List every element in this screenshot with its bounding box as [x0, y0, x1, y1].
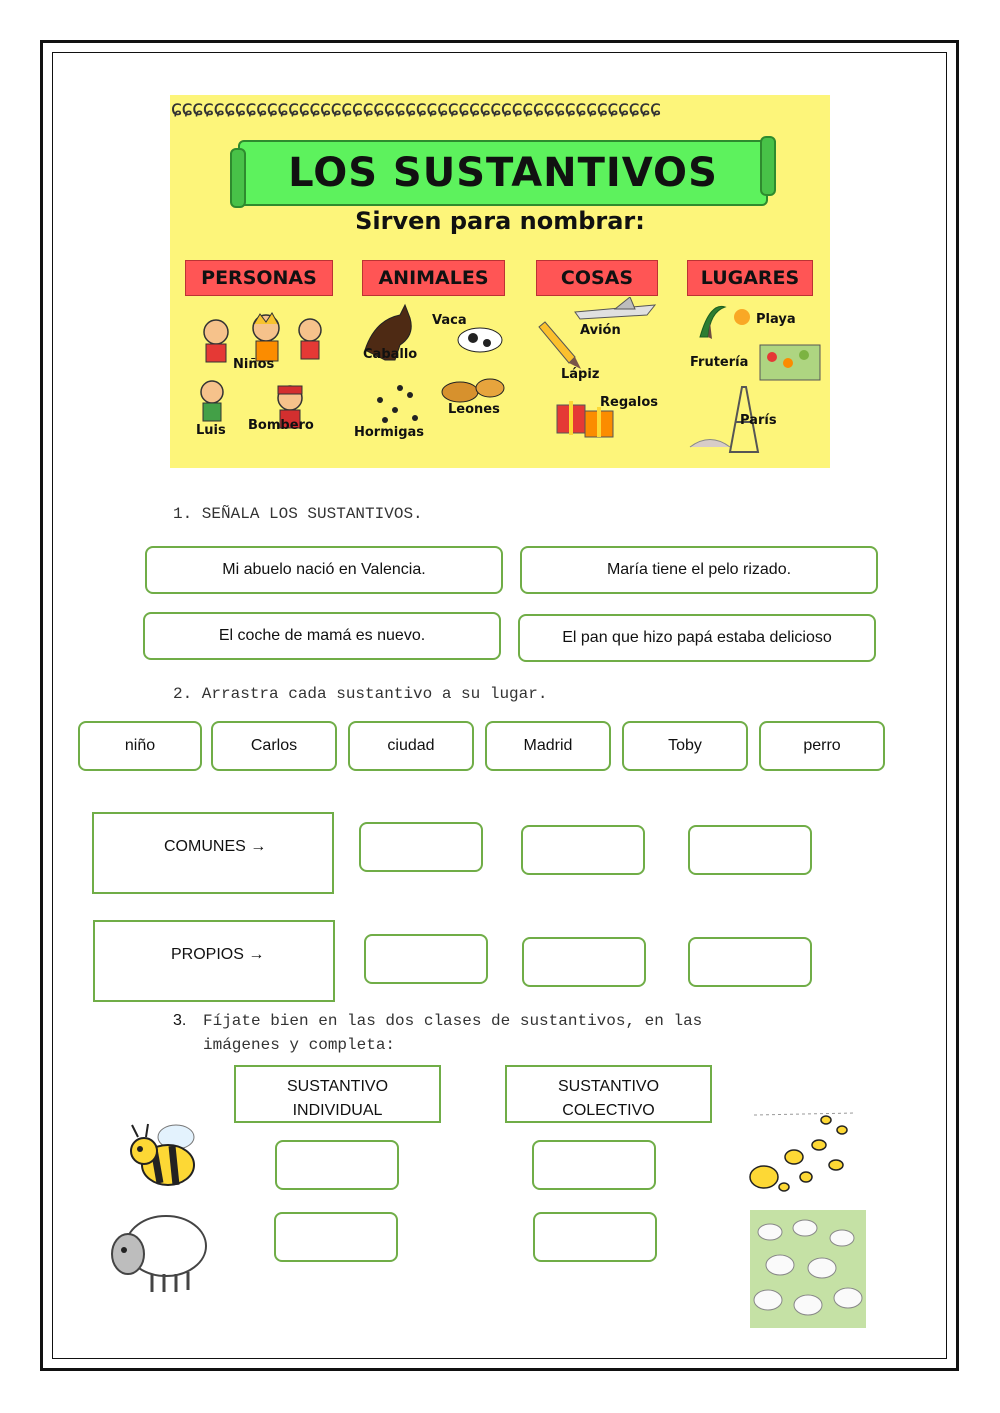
sentence-box-2[interactable]: María tiene el pelo rizado. — [520, 546, 878, 594]
individual-header-line1: SUSTANTIVO — [286, 1078, 389, 1095]
sheep-icon — [106, 1208, 210, 1296]
category-animales: ANIMALES — [362, 260, 505, 296]
comunes-label-box — [92, 812, 334, 894]
comunes-drop-1[interactable] — [359, 822, 483, 872]
individual-header — [234, 1065, 441, 1123]
section1-prompt: 1. SEÑALA LOS SUSTANTIVOS. — [173, 505, 423, 523]
label-regalos: Regalos — [600, 395, 659, 410]
poster-title: LOS SUSTANTIVOS — [238, 140, 768, 206]
label-bombero: Bombero — [248, 418, 314, 433]
section2-prompt: 2. Arrastra cada sustantivo a su lugar. — [173, 685, 548, 703]
word-chip-carlos[interactable]: Carlos — [211, 721, 337, 771]
comunes-drop-2[interactable] — [521, 825, 645, 875]
comunes-drop-3[interactable] — [688, 825, 812, 875]
colectivo-header-line1: SUSTANTIVO — [557, 1078, 660, 1095]
label-lapiz: Lápiz — [561, 367, 600, 382]
sustantivos-poster — [170, 95, 830, 468]
sentence-box-3[interactable]: El coche de mamá es nuevo. — [143, 612, 501, 660]
label-avion: Avión — [580, 323, 621, 338]
word-chip-ciudad[interactable]: ciudad — [348, 721, 474, 771]
section3-number: 3. — [173, 1012, 187, 1029]
category-personas: PERSONAS — [185, 260, 333, 296]
label-caballo: Caballo — [363, 347, 418, 362]
individual-drop-bee[interactable] — [275, 1140, 399, 1190]
label-ninos: Niños — [233, 357, 275, 372]
word-chip-toby[interactable]: Toby — [622, 721, 748, 771]
propios-drop-3[interactable] — [688, 937, 812, 987]
comunes-label: COMUNES → — [164, 838, 267, 855]
sentence-box-1[interactable]: Mi abuelo nació en Valencia. — [145, 546, 503, 594]
label-hormigas: Hormigas — [354, 425, 425, 440]
word-chip-madrid[interactable]: Madrid — [485, 721, 611, 771]
category-cosas: COSAS — [536, 260, 658, 296]
propios-drop-2[interactable] — [522, 937, 646, 987]
bee-icon — [118, 1115, 208, 1200]
section3-prompt-line1: Fíjate bien en las dos clases de sustantivos, en las — [203, 1012, 703, 1030]
individual-header-line2: INDIVIDUAL — [292, 1102, 383, 1119]
label-playa: Playa — [756, 312, 796, 327]
propios-drop-1[interactable] — [364, 934, 488, 984]
label-vaca: Vaca — [432, 313, 467, 328]
notebook-spiral: ɕɕɕɕɕɕɕɕɕɕɕɕɕɕɕɕɕɕɕɕɕɕɕɕɕɕɕɕɕɕɕɕɕɕɕɕɕɕɕɕɕɕɕɕɕɕ — [170, 96, 660, 120]
things-illustration — [535, 297, 665, 452]
poster-subtitle: Sirven para nombrar: — [355, 207, 645, 235]
propios-label: PROPIOS → — [171, 946, 265, 963]
colectivo-drop-sheep[interactable] — [533, 1212, 657, 1262]
colectivo-header — [505, 1065, 712, 1123]
label-leones: Leones — [448, 402, 500, 417]
word-chip-nino[interactable]: niño — [78, 721, 202, 771]
word-chip-perro[interactable]: perro — [759, 721, 885, 771]
sheep-flock-icon — [750, 1210, 866, 1328]
places-illustration — [680, 297, 830, 457]
label-fruteria: Frutería — [690, 355, 749, 370]
section3-prompt-line2: imágenes y completa: — [203, 1036, 396, 1054]
colectivo-header-line2: COLECTIVO — [562, 1102, 655, 1119]
bee-swarm-icon — [744, 1105, 859, 1201]
individual-drop-sheep[interactable] — [274, 1212, 398, 1262]
propios-label-box — [93, 920, 335, 1002]
sentence-box-4[interactable]: El pan que hizo papá estaba delicioso — [518, 614, 876, 662]
category-lugares: LUGARES — [687, 260, 813, 296]
label-luis: Luis — [196, 423, 226, 438]
label-paris: París — [740, 413, 777, 428]
colectivo-drop-bee[interactable] — [532, 1140, 656, 1190]
